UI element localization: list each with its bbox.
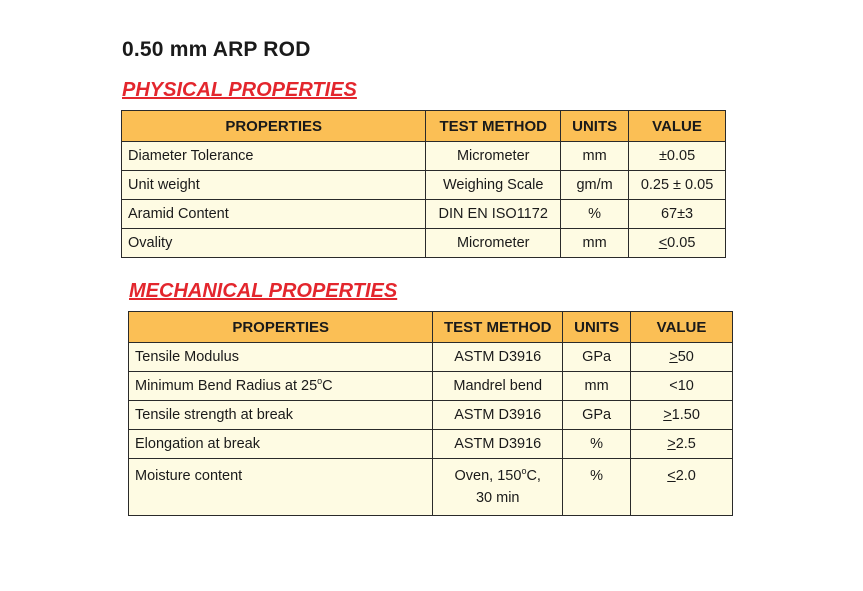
degree-superscript: o <box>317 376 323 387</box>
value-number: 2.5 <box>675 436 696 452</box>
method-cell: Weighing Scale <box>426 171 561 200</box>
table-header-row <box>122 111 726 142</box>
value-symbol: < <box>667 468 676 484</box>
property-cell: Moisture content <box>129 459 433 516</box>
value-cell: 0.25 ± 0.05 <box>629 171 726 200</box>
method-cell <box>433 459 563 516</box>
property-cell: Tensile Modulus <box>129 343 433 372</box>
table-row <box>129 372 733 401</box>
page-title: 0.50 mm ARP ROD <box>122 38 311 61</box>
column-header-properties: PROPERTIES <box>122 111 426 142</box>
units-cell: mm <box>563 372 631 401</box>
units-cell: mm <box>561 229 629 258</box>
column-header-test-method: TEST METHOD <box>433 312 563 343</box>
value-cell <box>629 229 726 258</box>
table-row <box>122 229 726 258</box>
value-number: 50 <box>677 349 694 365</box>
units-cell: % <box>561 200 629 229</box>
table-row <box>122 171 726 200</box>
table-row <box>129 401 733 430</box>
mechanical-properties-heading: MECHANICAL PROPERTIES <box>129 280 398 302</box>
value-cell: <10 <box>631 372 733 401</box>
units-cell: % <box>563 430 631 459</box>
method-cell: DIN EN ISO1172 <box>426 200 561 229</box>
column-header-units: UNITS <box>561 111 629 142</box>
value-symbol: > <box>663 407 672 423</box>
value-cell <box>631 430 733 459</box>
column-header-value: VALUE <box>631 312 733 343</box>
property-cell: Elongation at break <box>129 430 433 459</box>
table-row <box>129 343 733 372</box>
value-cell <box>631 401 733 430</box>
value-cell <box>631 459 733 516</box>
table-row <box>129 430 733 459</box>
mechanical-properties-table <box>128 311 733 516</box>
value-cell: 67±3 <box>629 200 726 229</box>
physical-properties-table <box>121 110 726 258</box>
property-cell: Ovality <box>122 229 426 258</box>
units-cell: GPa <box>563 343 631 372</box>
table-row <box>122 142 726 171</box>
table-row <box>129 459 733 516</box>
column-header-properties: PROPERTIES <box>129 312 433 343</box>
physical-properties-heading: PHYSICAL PROPERTIES <box>122 79 357 101</box>
method-cell: ASTM D3916 <box>433 343 563 372</box>
property-cell: Tensile strength at break <box>129 401 433 430</box>
value-number: 1.50 <box>671 407 700 423</box>
method-cell: Micrometer <box>426 229 561 258</box>
value-cell <box>631 343 733 372</box>
value-symbol: > <box>669 349 678 365</box>
table-row <box>122 200 726 229</box>
method-text: Oven, 150 <box>454 468 522 484</box>
method-cell: Mandrel bend <box>433 372 563 401</box>
property-text: Minimum Bend Radius at 25 <box>135 378 318 394</box>
property-unit: C <box>322 378 333 394</box>
value-symbol: < <box>658 235 668 251</box>
method-duration: 30 min <box>475 490 520 506</box>
property-cell <box>129 372 433 401</box>
value-cell: ±0.05 <box>629 142 726 171</box>
units-cell: mm <box>561 142 629 171</box>
value-number: 0.05 <box>667 235 696 251</box>
property-cell: Diameter Tolerance <box>122 142 426 171</box>
column-header-units: UNITS <box>563 312 631 343</box>
method-unit: C, <box>526 468 541 484</box>
column-header-value: VALUE <box>629 111 726 142</box>
method-cell: ASTM D3916 <box>433 430 563 459</box>
value-number: 2.0 <box>675 468 696 484</box>
column-header-test-method: TEST METHOD <box>426 111 561 142</box>
units-cell: % <box>563 459 631 516</box>
value-symbol: > <box>667 436 676 452</box>
property-cell: Unit weight <box>122 171 426 200</box>
method-cell: ASTM D3916 <box>433 401 563 430</box>
degree-superscript: o <box>521 466 527 477</box>
method-cell: Micrometer <box>426 142 561 171</box>
property-cell: Aramid Content <box>122 200 426 229</box>
units-cell: gm/m <box>561 171 629 200</box>
units-cell: GPa <box>563 401 631 430</box>
table-header-row <box>129 312 733 343</box>
